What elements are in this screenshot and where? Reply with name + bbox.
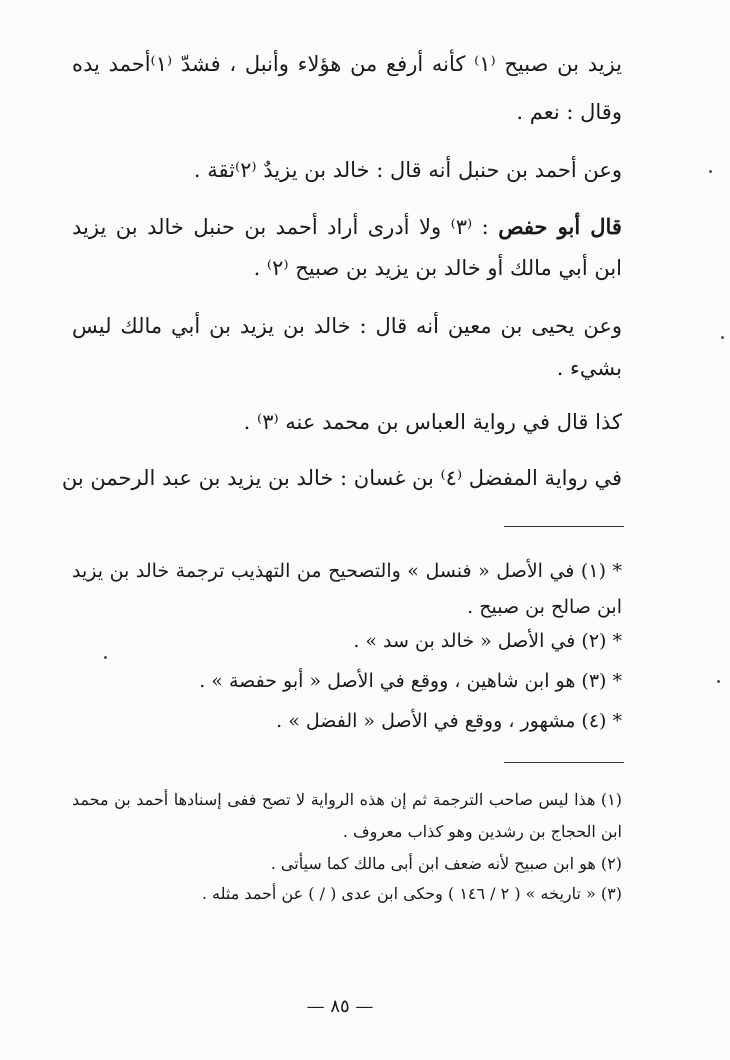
speaker-name: قال أبو حفص bbox=[498, 214, 622, 239]
main-line-7: بشيء . bbox=[556, 356, 622, 380]
main-line-9: في رواية المفضل ⁽٤⁾ بن غسان : خالد بن يزيد بن عبد الرحمن بن bbox=[61, 466, 622, 490]
main-line-1: يزيد بن صبيح ⁽١⁾ كأنه أرفع من هؤلاء وأنبل ، فشدّ ⁽١⁾أحمد يده bbox=[72, 52, 622, 76]
note-3: * (٣) هو ابن شاهين ، ووقع في الأصل « أبو حفصة » . bbox=[199, 670, 622, 692]
scan-speck bbox=[104, 656, 107, 659]
main-line-4 bbox=[72, 214, 622, 239]
main-line-4-rest: : ⁽٣⁾ ولا أدرى أراد أحمد بن حنبل خالد بن يزيد bbox=[72, 215, 489, 239]
note-1-line-1: * (١) في الأصل « فنسل » والتصحيح من التهذيب ترجمة خالد بن يزيد bbox=[72, 560, 623, 582]
footnote-1-line-2: ابن الحجاج بن رشدين وهو كذاب معروف . bbox=[342, 822, 622, 841]
separator-rule-1 bbox=[504, 526, 624, 527]
footnote-1-line-1: (١) هذا ليس صاحب الترجمة ثم إن هذه الرواية لا تصح ففى إسنادها أحمد بن محمد bbox=[72, 790, 622, 809]
footnote-2: (٢) هو ابن صبيح لأنه ضعف ابن أبى مالك كما سيأتى . bbox=[270, 854, 622, 873]
main-line-3: وعن أحمد بن حنبل أنه قال : خالد بن يزيدٌ ⁽٢⁾ثقة . bbox=[193, 158, 622, 182]
note-4: * (٤) مشهور ، ووقع في الأصل « الفضل » . bbox=[276, 710, 622, 732]
page-number: — ٨٥ — bbox=[306, 996, 374, 1017]
main-line-5: ابن أبي مالك أو خالد بن يزيد بن صبيح ⁽٢⁾ . bbox=[253, 256, 622, 280]
footnote-3: (٣) « تاريخه » ( ٢ / ١٤٦ ) وحكى ابن عدى ( / ) عن أحمد مثله . bbox=[201, 884, 622, 903]
main-line-2: وقال : نعم . bbox=[516, 100, 622, 124]
scan-speck bbox=[721, 336, 724, 339]
main-line-8: كذا قال في رواية العباس بن محمد عنه ⁽٣⁾ . bbox=[243, 410, 622, 434]
main-line-6: وعن يحيى بن معين أنه قال : خالد بن يزيد بن أبي مالك ليس bbox=[72, 314, 622, 338]
note-2: * (٢) في الأصل « خالد بن سد » . bbox=[353, 630, 622, 652]
scan-speck bbox=[717, 680, 720, 683]
note-1-line-2: ابن صالح بن صبيح . bbox=[467, 596, 622, 618]
scan-speck bbox=[709, 170, 712, 173]
separator-rule-2 bbox=[504, 762, 624, 763]
